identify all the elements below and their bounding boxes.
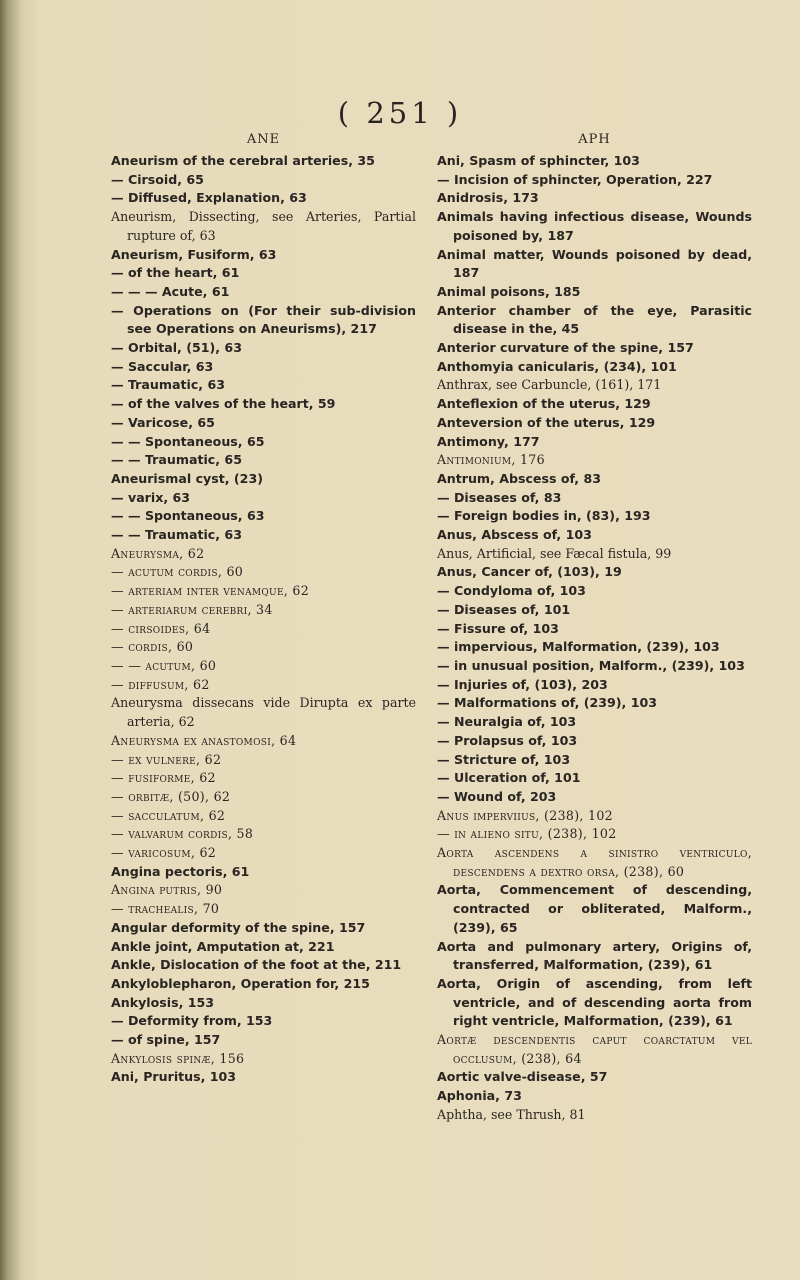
index-entry: Aneurism, Dissecting, see Arteries, Partial rupture of, 63	[111, 209, 421, 243]
index-entry: — Neuralgia of, 103	[437, 714, 577, 730]
index-entry: — — — Acute, 61	[111, 283, 230, 299]
index-entry: Aneurysma, 62	[111, 545, 205, 561]
index-entry: Aorta and pulmonary artery, Origins of, transferred, Malformation, (239), 61	[437, 938, 757, 973]
index-entry: Antimonium, 176	[437, 452, 545, 468]
index-entry: — in unusual position, Malform., (239), 103	[437, 657, 745, 673]
left-entry-list	[111, 152, 421, 1087]
index-entry: Ankylosis, 153	[111, 994, 215, 1010]
index-entry: Ani, Pruritus, 103	[111, 1069, 237, 1085]
index-entry: — varix, 63	[111, 489, 191, 505]
index-entry: Aphonia, 73	[437, 1088, 522, 1104]
index-entry: Anthrax, see Carbuncle, (161), 171	[437, 377, 662, 393]
index-entry: — Orbital, (51), 63	[111, 340, 242, 356]
left-column-header: ANE	[246, 132, 281, 147]
index-entry: — Saccular, 63	[111, 358, 214, 374]
right-column	[437, 132, 757, 1125]
index-entry: Angular deformity of the spine, 157	[111, 919, 366, 935]
index-entry: Animals having infectious disease, Wounds poisoned by, 187	[437, 209, 757, 243]
index-entry: — valvarum cordis, 58	[111, 826, 254, 842]
index-entry: Anidrosis, 173	[437, 190, 539, 206]
index-entry: — Prolapsus of, 103	[437, 732, 578, 748]
index-entry: — Traumatic, 63	[111, 377, 225, 393]
index-entry: — Diffused, Explanation, 63	[111, 190, 307, 206]
index-entry: Ani, Spasm of sphincter, 103	[437, 153, 640, 168]
index-entry: — in alieno situ, (238), 102	[437, 826, 617, 842]
index-entry: — trachealis, 70	[111, 901, 220, 917]
index-entry: Ankyloblepharon, Operation for, 215	[111, 975, 370, 991]
index-entry: — — Spontaneous, 63	[111, 508, 265, 524]
index-entry: — arteriarum cerebri, 34	[111, 601, 273, 617]
index-entry: Animal poisons, 185	[437, 283, 581, 299]
index-entry: — Varicose, 65	[111, 414, 215, 430]
index-entry: Aneurism of the cerebral arteries, 35	[111, 153, 375, 168]
index-entry: — cordis, 60	[111, 639, 194, 655]
index-entry: Angina pectoris, 61	[111, 863, 250, 879]
index-entry: Aorta, Origin of ascending, from left ventricle, and of descending aorta from right ventricle, Malformation, (239), 61	[437, 975, 757, 1029]
index-entry: Aneurysma dissecans vide Dirupta ex parte arteria, 62	[111, 695, 421, 730]
index-entry: Anterior chamber of the eye, Parasitic disease in the, 45	[437, 302, 757, 337]
index-entry: Ankle joint, Amputation at, 221	[111, 938, 335, 954]
index-entry: — Foreign bodies in, (83), 193	[437, 508, 651, 524]
index-entry: Animal matter, Wounds poisoned by dead, 187	[437, 246, 757, 281]
index-entry: Anus imperviius, (238), 102	[437, 807, 613, 823]
index-entry: — of the heart, 61	[111, 265, 240, 281]
index-entry: — orbitæ, (50), 62	[111, 788, 231, 804]
left-column	[111, 132, 421, 1087]
index-entry: Angina putris, 90	[111, 882, 223, 898]
index-entry: — Injuries of, (103), 203	[437, 676, 608, 692]
index-entry: — Incision of sphincter, Operation, 227	[437, 171, 713, 187]
index-entry: Aorta, Commencement of descending, contracted or obliterated, Malform., (239), 65	[437, 882, 757, 935]
index-entry: Anteversion of the uterus, 129	[437, 414, 656, 430]
index-entry: — ex vulnere, 62	[111, 751, 222, 767]
index-entry: Anus, Cancer of, (103), 19	[437, 564, 622, 580]
index-entry: — Malformations of, (239), 103	[437, 695, 657, 711]
right-entry-list	[437, 152, 757, 1125]
index-entry: — diffusum, 62	[111, 676, 210, 692]
index-entry: — Diseases of, 83	[437, 489, 562, 505]
index-entry: Anus, Abscess of, 103	[437, 527, 592, 543]
index-entry: — impervious, Malformation, (239), 103	[437, 639, 720, 655]
index-entry: — — acutum, 60	[111, 657, 217, 673]
index-entry: Anteflexion of the uterus, 129	[437, 396, 651, 412]
index-entry: — Operations on (For their sub-division see Operations on Aneurisms), 217	[111, 302, 421, 337]
index-entry: — Fissure of, 103	[437, 620, 559, 636]
index-entry: Aphtha, see Thrush, 81	[437, 1106, 586, 1122]
index-entry: — Deformity from, 153	[111, 1013, 273, 1029]
index-entry: Aortic valve-disease, 57	[437, 1069, 608, 1085]
index-entry: — sacculatum, 62	[111, 807, 226, 823]
index-entry: Aneurism, Fusiform, 63	[111, 246, 277, 262]
index-entry: — of spine, 157	[111, 1032, 221, 1048]
index-entry: — Cirsoid, 65	[111, 171, 204, 187]
index-entry: Ankle, Dislocation of the foot at the, 211	[111, 957, 402, 973]
index-entry: — — Traumatic, 65	[111, 452, 242, 468]
index-entry: Antimony, 177	[437, 433, 540, 449]
index-entry: Aneurysma ex anastomosi, 64	[111, 732, 297, 748]
index-entry: Aneurismal cyst, (23)	[111, 470, 263, 486]
index-entry: — Stricture of, 103	[437, 751, 571, 767]
index-entry: — Ulceration of, 101	[437, 770, 581, 786]
index-entry: — Wound of, 203	[437, 788, 557, 804]
index-entry: Aortæ descendentis caput coarctatum vel occlusum, (238), 64	[437, 1032, 757, 1066]
index-entry: — Diseases of, 101	[437, 601, 571, 617]
index-entry: — Condyloma of, 103	[437, 583, 586, 599]
page-number: ( 251 )	[337, 96, 463, 130]
index-entry: — fusiforme, 62	[111, 770, 216, 786]
index-entry: Aorta ascendens a sinistro ventriculo, descendens a dextro orsa, (238), 60	[437, 845, 757, 879]
index-entry: Anus, Artificial, see Fæcal fistula, 99	[437, 545, 672, 561]
index-entry: — varicosum, 62	[111, 845, 217, 861]
index-entry: — acutum cordis, 60	[111, 564, 244, 580]
index-entry: Anterior curvature of the spine, 157	[437, 340, 694, 356]
index-entry: — — Traumatic, 63	[111, 527, 242, 543]
index-entry: Anthomyia canicularis, (234), 101	[437, 358, 677, 374]
index-entry: — cirsoides, 64	[111, 620, 211, 636]
index-entry: Antrum, Abscess of, 83	[437, 470, 601, 486]
right-column-header: APH	[578, 132, 611, 147]
index-entry: Ankylosis spinæ, 156	[111, 1050, 245, 1066]
index-entry: — arteriam inter venamque, 62	[111, 583, 310, 599]
index-entry: — of the valves of the heart, 59	[111, 396, 336, 412]
index-entry: — — Spontaneous, 65	[111, 433, 265, 449]
